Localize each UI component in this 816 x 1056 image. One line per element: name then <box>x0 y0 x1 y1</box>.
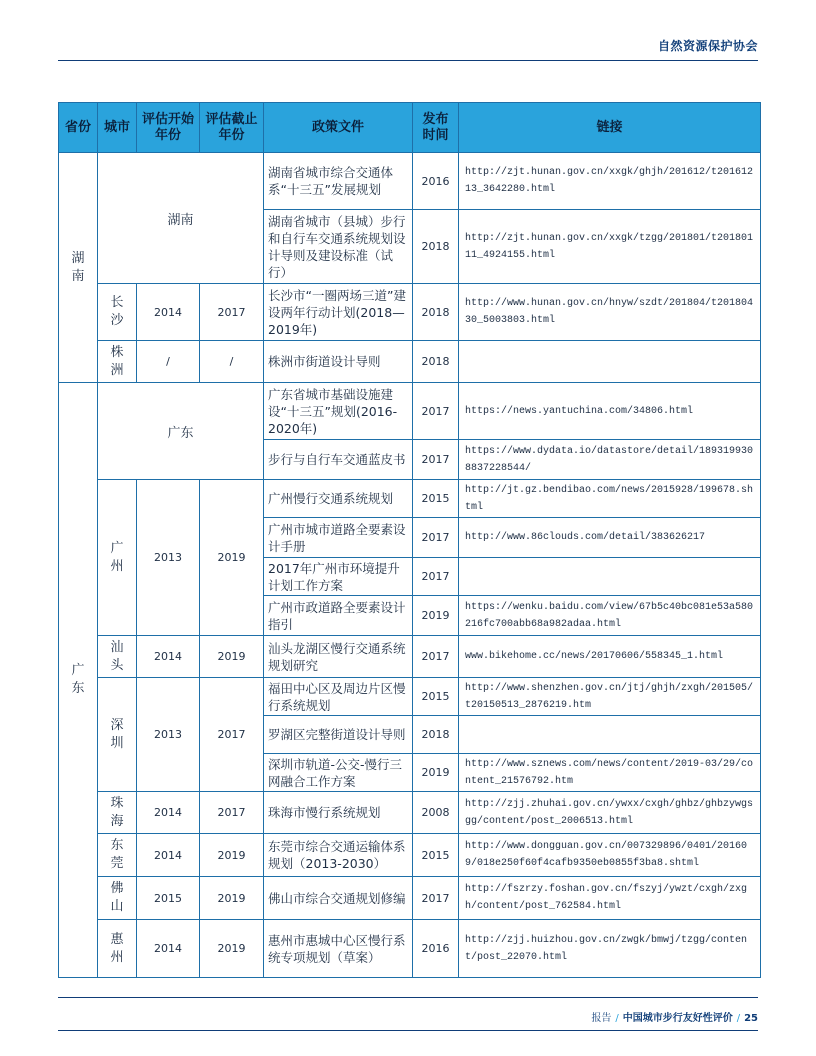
policy-link[interactable]: http://www.hunan.gov.cn/hnyw/szdt/201804/t20180430_5003803.html <box>459 284 761 341</box>
policy-link[interactable]: https://wenku.baidu.com/view/67b5c40bc081e53a580216fc700abb68a982adaa.html <box>459 596 761 636</box>
city-cell: 长沙 <box>98 284 137 341</box>
eval-start: 2015 <box>137 877 200 920</box>
policy-doc: 湖南省城市综合交通体系“十三五”发展规划 <box>264 153 413 210</box>
publish-year: 2015 <box>413 834 459 877</box>
policy-link <box>459 716 761 754</box>
eval-end: 2017 <box>200 678 264 792</box>
footer-section: 报告 <box>591 1013 612 1024</box>
city-cell: 珠海 <box>98 792 137 834</box>
header-policy-doc: 政策文件 <box>264 103 413 153</box>
header-province: 省份 <box>59 103 98 153</box>
table-row <box>59 383 761 440</box>
publish-year: 2017 <box>413 440 459 480</box>
policy-link[interactable]: http://www.sznews.com/news/content/2019-03/29/content_21576792.htm <box>459 754 761 792</box>
eval-end: 2017 <box>200 284 264 341</box>
city-cell: 惠州 <box>98 920 137 978</box>
policy-doc: 罗湖区完整街道设计导则 <box>264 716 413 754</box>
policy-doc: 汕头龙湖区慢行交通系统规划研究 <box>264 636 413 678</box>
publish-year: 2015 <box>413 480 459 518</box>
policy-link[interactable]: https://news.yantuchina.com/34806.html <box>459 383 761 440</box>
city-cell: 深圳 <box>98 678 137 792</box>
policy-doc: 福田中心区及周边片区慢行系统规划 <box>264 678 413 716</box>
page-footer: 报告 / 中国城市步行友好性评价 / 25 <box>591 1013 758 1024</box>
policy-link[interactable]: https://www.dydata.io/datastore/detail/1893199308837228544/ <box>459 440 761 480</box>
eval-end: 2019 <box>200 480 264 636</box>
policy-link[interactable]: www.bikehome.cc/news/20170606/558345_1.html <box>459 636 761 678</box>
policy-doc: 广东省城市基础设施建设“十三五”规划(2016-2020年) <box>264 383 413 440</box>
policy-link <box>459 341 761 383</box>
policy-link[interactable]: http://zjt.hunan.gov.cn/xxgk/tzgg/201801/t20180111_4924155.html <box>459 210 761 284</box>
eval-end: / <box>200 341 264 383</box>
publish-year: 2017 <box>413 636 459 678</box>
eval-end: 2019 <box>200 920 264 978</box>
eval-start: 2014 <box>137 636 200 678</box>
city-cell: 汕头 <box>98 636 137 678</box>
policy-doc: 广州市城市道路全要素设计手册 <box>264 518 413 558</box>
publish-year: 2016 <box>413 153 459 210</box>
policy-doc: 长沙市“一圈两场三道”建设两年行动计划(2018—2019年) <box>264 284 413 341</box>
policy-doc: 2017年广州市环境提升计划工作方案 <box>264 558 413 596</box>
policy-link[interactable]: http://jt.gz.bendibao.com/news/2015928/199678.shtml <box>459 480 761 518</box>
policy-link[interactable]: http://www.shenzhen.gov.cn/jtj/ghjh/zxgh/201505/t20150513_2876219.htm <box>459 678 761 716</box>
footer-report-title: 中国城市步行友好性评价 <box>622 1013 733 1024</box>
eval-end: 2019 <box>200 834 264 877</box>
table-row <box>59 636 761 678</box>
table-header-row <box>59 103 761 153</box>
header-publish-year: 发布时间 <box>413 103 459 153</box>
region-cell-hunan: 湖南 <box>98 153 264 284</box>
header-link: 链接 <box>459 103 761 153</box>
header-city: 城市 <box>98 103 137 153</box>
header-eval-start: 评估开始年份 <box>137 103 200 153</box>
table-row <box>59 480 761 518</box>
publish-year: 2019 <box>413 754 459 792</box>
eval-end: 2019 <box>200 877 264 920</box>
publish-year: 2015 <box>413 678 459 716</box>
publish-year: 2018 <box>413 284 459 341</box>
publish-year: 2016 <box>413 920 459 978</box>
policy-link <box>459 558 761 596</box>
region-cell-guangdong: 广东 <box>98 383 264 480</box>
table-row <box>59 877 761 920</box>
eval-end: 2019 <box>200 636 264 678</box>
publish-year: 2018 <box>413 210 459 284</box>
city-cell: 株洲 <box>98 341 137 383</box>
policy-table <box>58 102 761 978</box>
policy-doc: 惠州市惠城中心区慢行系统专项规划（草案） <box>264 920 413 978</box>
table-row <box>59 678 761 716</box>
province-cell-hunan: 湖南 <box>59 153 98 383</box>
page-number: 25 <box>744 1013 758 1024</box>
eval-start: 2013 <box>137 678 200 792</box>
eval-start: 2014 <box>137 284 200 341</box>
policy-doc: 株洲市街道设计导则 <box>264 341 413 383</box>
table-row <box>59 834 761 877</box>
eval-start: 2014 <box>137 834 200 877</box>
eval-start: / <box>137 341 200 383</box>
publish-year: 2008 <box>413 792 459 834</box>
footer-rule-top <box>58 997 758 998</box>
province-cell-guangdong: 广东 <box>59 383 98 978</box>
table-row <box>59 341 761 383</box>
policy-doc: 珠海市慢行系统规划 <box>264 792 413 834</box>
city-cell: 广州 <box>98 480 137 636</box>
policy-doc: 东莞市综合交通运输体系规划（2013-2030） <box>264 834 413 877</box>
publish-year: 2017 <box>413 558 459 596</box>
table-row <box>59 920 761 978</box>
policy-link[interactable]: http://fszrzy.foshan.gov.cn/fszyj/ywzt/cxgh/zxgh/content/post_762584.html <box>459 877 761 920</box>
policy-doc: 步行与自行车交通蓝皮书 <box>264 440 413 480</box>
header-rule <box>58 60 758 61</box>
policy-doc: 湖南省城市（县城）步行和自行车交通系统规划设计导则及建设标准（试行） <box>264 210 413 284</box>
eval-end: 2017 <box>200 792 264 834</box>
policy-doc: 广州慢行交通系统规划 <box>264 480 413 518</box>
eval-start: 2013 <box>137 480 200 636</box>
policy-doc: 深圳市轨道-公交-慢行三网融合工作方案 <box>264 754 413 792</box>
eval-start: 2014 <box>137 920 200 978</box>
eval-start: 2014 <box>137 792 200 834</box>
publish-year: 2017 <box>413 518 459 558</box>
city-cell: 佛山 <box>98 877 137 920</box>
publish-year: 2017 <box>413 877 459 920</box>
table-row <box>59 153 761 210</box>
policy-link[interactable]: http://www.dongguan.gov.cn/007329896/0401/201609/018e250f60f4cafb9350eb0855f3ba8.shtml <box>459 834 761 877</box>
table-row <box>59 284 761 341</box>
footer-rule-bottom <box>58 1030 758 1031</box>
header-eval-end: 评估截止年份 <box>200 103 264 153</box>
table-row <box>59 792 761 834</box>
publish-year: 2017 <box>413 383 459 440</box>
city-cell: 东莞 <box>98 834 137 877</box>
organization-name: 自然资源保护协会 <box>657 39 758 53</box>
policy-doc: 广州市政道路全要素设计指引 <box>264 596 413 636</box>
policy-link[interactable]: http://zjj.huizhou.gov.cn/zwgk/bmwj/tzgg/content/post_22070.html <box>459 920 761 978</box>
policy-doc: 佛山市综合交通规划修编 <box>264 877 413 920</box>
publish-year: 2019 <box>413 596 459 636</box>
publish-year: 2018 <box>413 341 459 383</box>
policy-link[interactable]: http://www.86clouds.com/detail/383626217 <box>459 518 761 558</box>
publish-year: 2018 <box>413 716 459 754</box>
policy-link[interactable]: http://zjt.hunan.gov.cn/xxgk/ghjh/201612/t20161213_3642280.html <box>459 153 761 210</box>
policy-link[interactable]: http://zjj.zhuhai.gov.cn/ywxx/cxgh/ghbz/ghbzywgsgg/content/post_2006513.html <box>459 792 761 834</box>
